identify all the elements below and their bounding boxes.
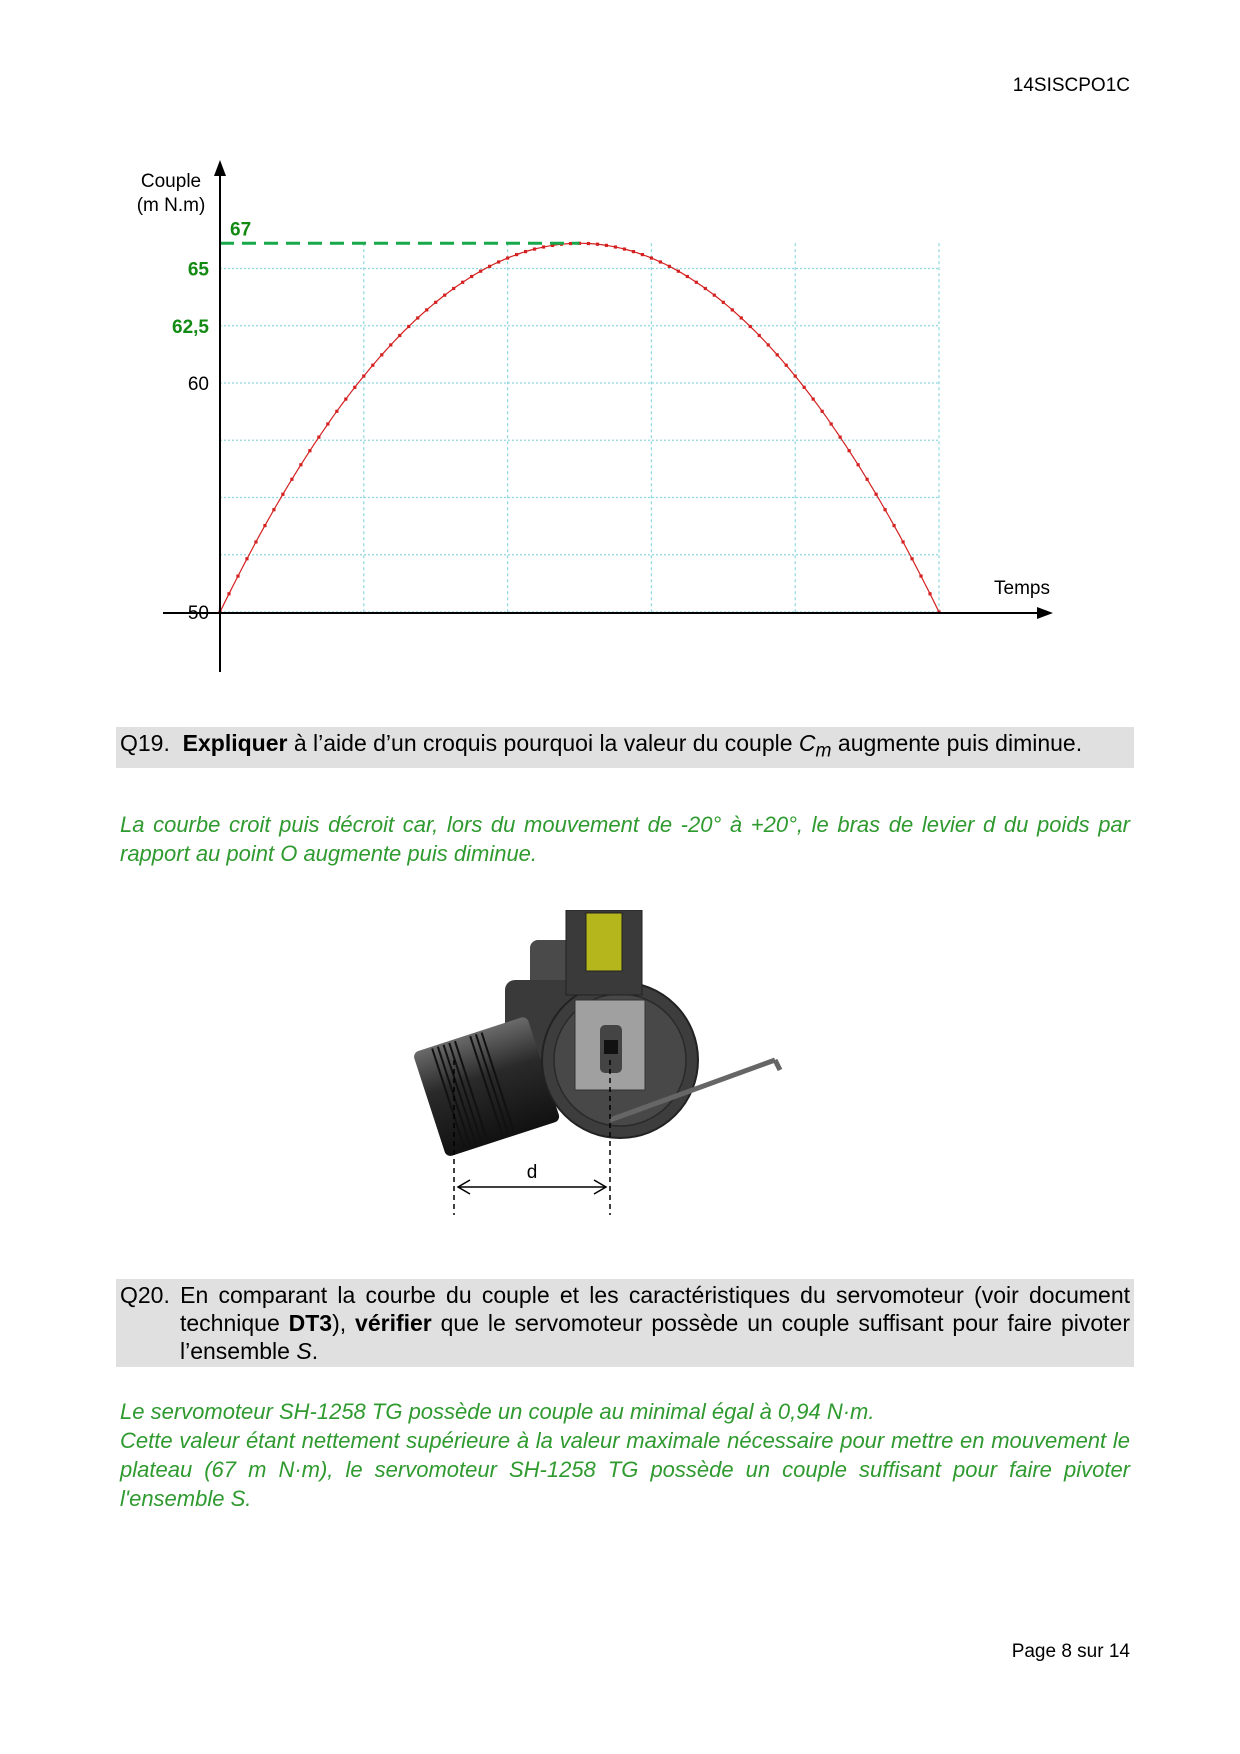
torque-data-point [722,301,725,304]
torque-data-point [874,493,877,496]
assembly-symbol: S [296,1338,312,1364]
torque-data-point [461,281,464,284]
torque-data-point [892,524,895,527]
y-tick-label: 60 [187,374,209,395]
question-text: En comparant la courbe du couple et les caractéristiques du servomoteur (voir document technique [180,1282,1130,1336]
torque-data-point [731,308,734,311]
torque-data-point [380,353,383,356]
torque-data-point [632,250,635,253]
torque-data-point [398,334,401,337]
torque-data-point [901,540,904,543]
question-verb: Expliquer [182,730,288,756]
torque-data-point [443,294,446,297]
torque-data-point [236,574,239,577]
torque-data-point [308,449,311,452]
torque-data-point [281,493,284,496]
x-axis-label: Temps [994,578,1050,599]
torque-data-point [533,247,536,250]
page-number: Page 8 sur 14 [1011,1641,1130,1662]
torque-data-point [425,308,428,311]
torque-curve [218,242,940,614]
torque-data-point [344,397,347,400]
torque-data-point [506,256,509,259]
torque-data-point [353,386,356,389]
torque-data-point [758,334,761,337]
question-19 [116,727,1134,768]
question-text: ), [332,1310,356,1336]
torque-data-point [497,260,500,263]
torque-data-point [883,508,886,511]
torque-data-point [650,256,653,259]
torque-data-point [919,574,922,577]
document-code: 14SISCPO1C [1012,75,1130,96]
torque-data-point [848,449,851,452]
question-number: Q19. [120,730,170,756]
answer-19: La courbe croit puis décroit car, lors du mouvement de -20° à +20°, le bras de levier d du poids par rapport au point O augmente puis diminue. [120,812,1130,866]
torque-data-point [488,265,491,268]
y-tick-label: 65 [187,259,209,281]
y-axis-arrow [214,160,226,176]
torque-data-point [587,242,590,245]
torque-data-point [326,422,329,425]
distance-label: d [526,1162,538,1183]
torque-data-point [515,253,518,256]
servo-label-plate [586,913,622,971]
torque-data-point [254,540,257,543]
torque-data-point [542,245,545,248]
torque-data-point [812,397,815,400]
torque-data-point [785,364,788,367]
y-tick-label: 62,5 [172,316,209,338]
question-verb: vérifier [355,1310,432,1336]
torque-data-point [866,478,869,481]
torque-data-point [245,557,248,560]
torque-data-point [263,524,266,527]
torque-data-point [713,294,716,297]
torque-data-point [740,316,743,319]
torque-data-point [776,353,779,356]
document-reference: DT3 [288,1310,333,1336]
torque-data-point [452,287,455,290]
torque-data-point [416,316,419,319]
torque-data-point [830,422,833,425]
torque-data-point [407,325,410,328]
torque-data-point [803,386,806,389]
x-axis-arrow [1037,607,1053,619]
torque-data-point [479,270,482,273]
answer-paragraph: Cette valeur étant nettement supérieure à la valeur maximale nécessaire pour mettre en mouvement le plateau (67 m N·m), le servomoteur SH-1258 TG possède un couple suffisant pour faire pivoter l'ensemble S. [120,1428,1130,1511]
torque-subscript: m [815,740,832,762]
peak-annotation-label: 67 [230,219,252,241]
question-text: que le servomoteur possède un couple suffisant pour faire pivoter l’ensemble [180,1310,1131,1364]
torque-data-point [704,287,707,290]
torque-data-point [623,247,626,250]
chart-grid [220,243,939,612]
torque-data-point [389,343,392,346]
torque-data-point [686,275,689,278]
torque-data-point [596,243,599,246]
question-number: Q20. [120,1282,170,1308]
servo-assembly-figure [410,910,790,1220]
torque-data-point [299,463,302,466]
question-text: . [311,1338,319,1364]
torque-data-point [641,253,644,256]
torque-data-point [749,325,752,328]
torque-data-point [767,343,770,346]
torque-data-point [371,364,374,367]
torque-data-point [272,508,275,511]
y-tick-labels [172,260,209,625]
answer-20 [120,1397,1130,1513]
torque-data-point [668,265,671,268]
torque-data-point [227,592,230,595]
y-axis-label: Couple [140,171,202,192]
torque-chart [0,0,1240,700]
y-axis-unit: (m N.m) [136,195,206,216]
torque-data-point [821,410,824,413]
torque-data-point [659,260,662,263]
question-20 [116,1279,1134,1367]
torque-data-point [335,410,338,413]
torque-data-point [434,301,437,304]
torque-data-point [605,244,608,247]
question-text: augmente puis diminue. [831,730,1083,756]
torque-data-point [695,281,698,284]
torque-data-point [677,270,680,273]
torque-data-point [614,245,617,248]
torque-data-point [524,250,527,253]
torque-symbol: C [798,730,816,756]
torque-data-point [794,374,797,377]
torque-data-point [569,242,572,245]
torque-data-point [362,374,365,377]
question-text: à l’aide d’un croquis pourquoi la valeur du couple [287,730,799,756]
torque-data-point [470,275,473,278]
torque-data-point [290,478,293,481]
torque-data-point [317,436,320,439]
torque-data-point [857,463,860,466]
torque-data-point [928,592,931,595]
answer-line: Le servomoteur SH-1258 TG possède un couple au minimal égal à 0,94 N·m. [120,1399,875,1424]
torque-curve-line [220,243,939,612]
torque-data-point [910,557,913,560]
torque-data-point [839,436,842,439]
y-tick-label: 50 [187,603,209,624]
